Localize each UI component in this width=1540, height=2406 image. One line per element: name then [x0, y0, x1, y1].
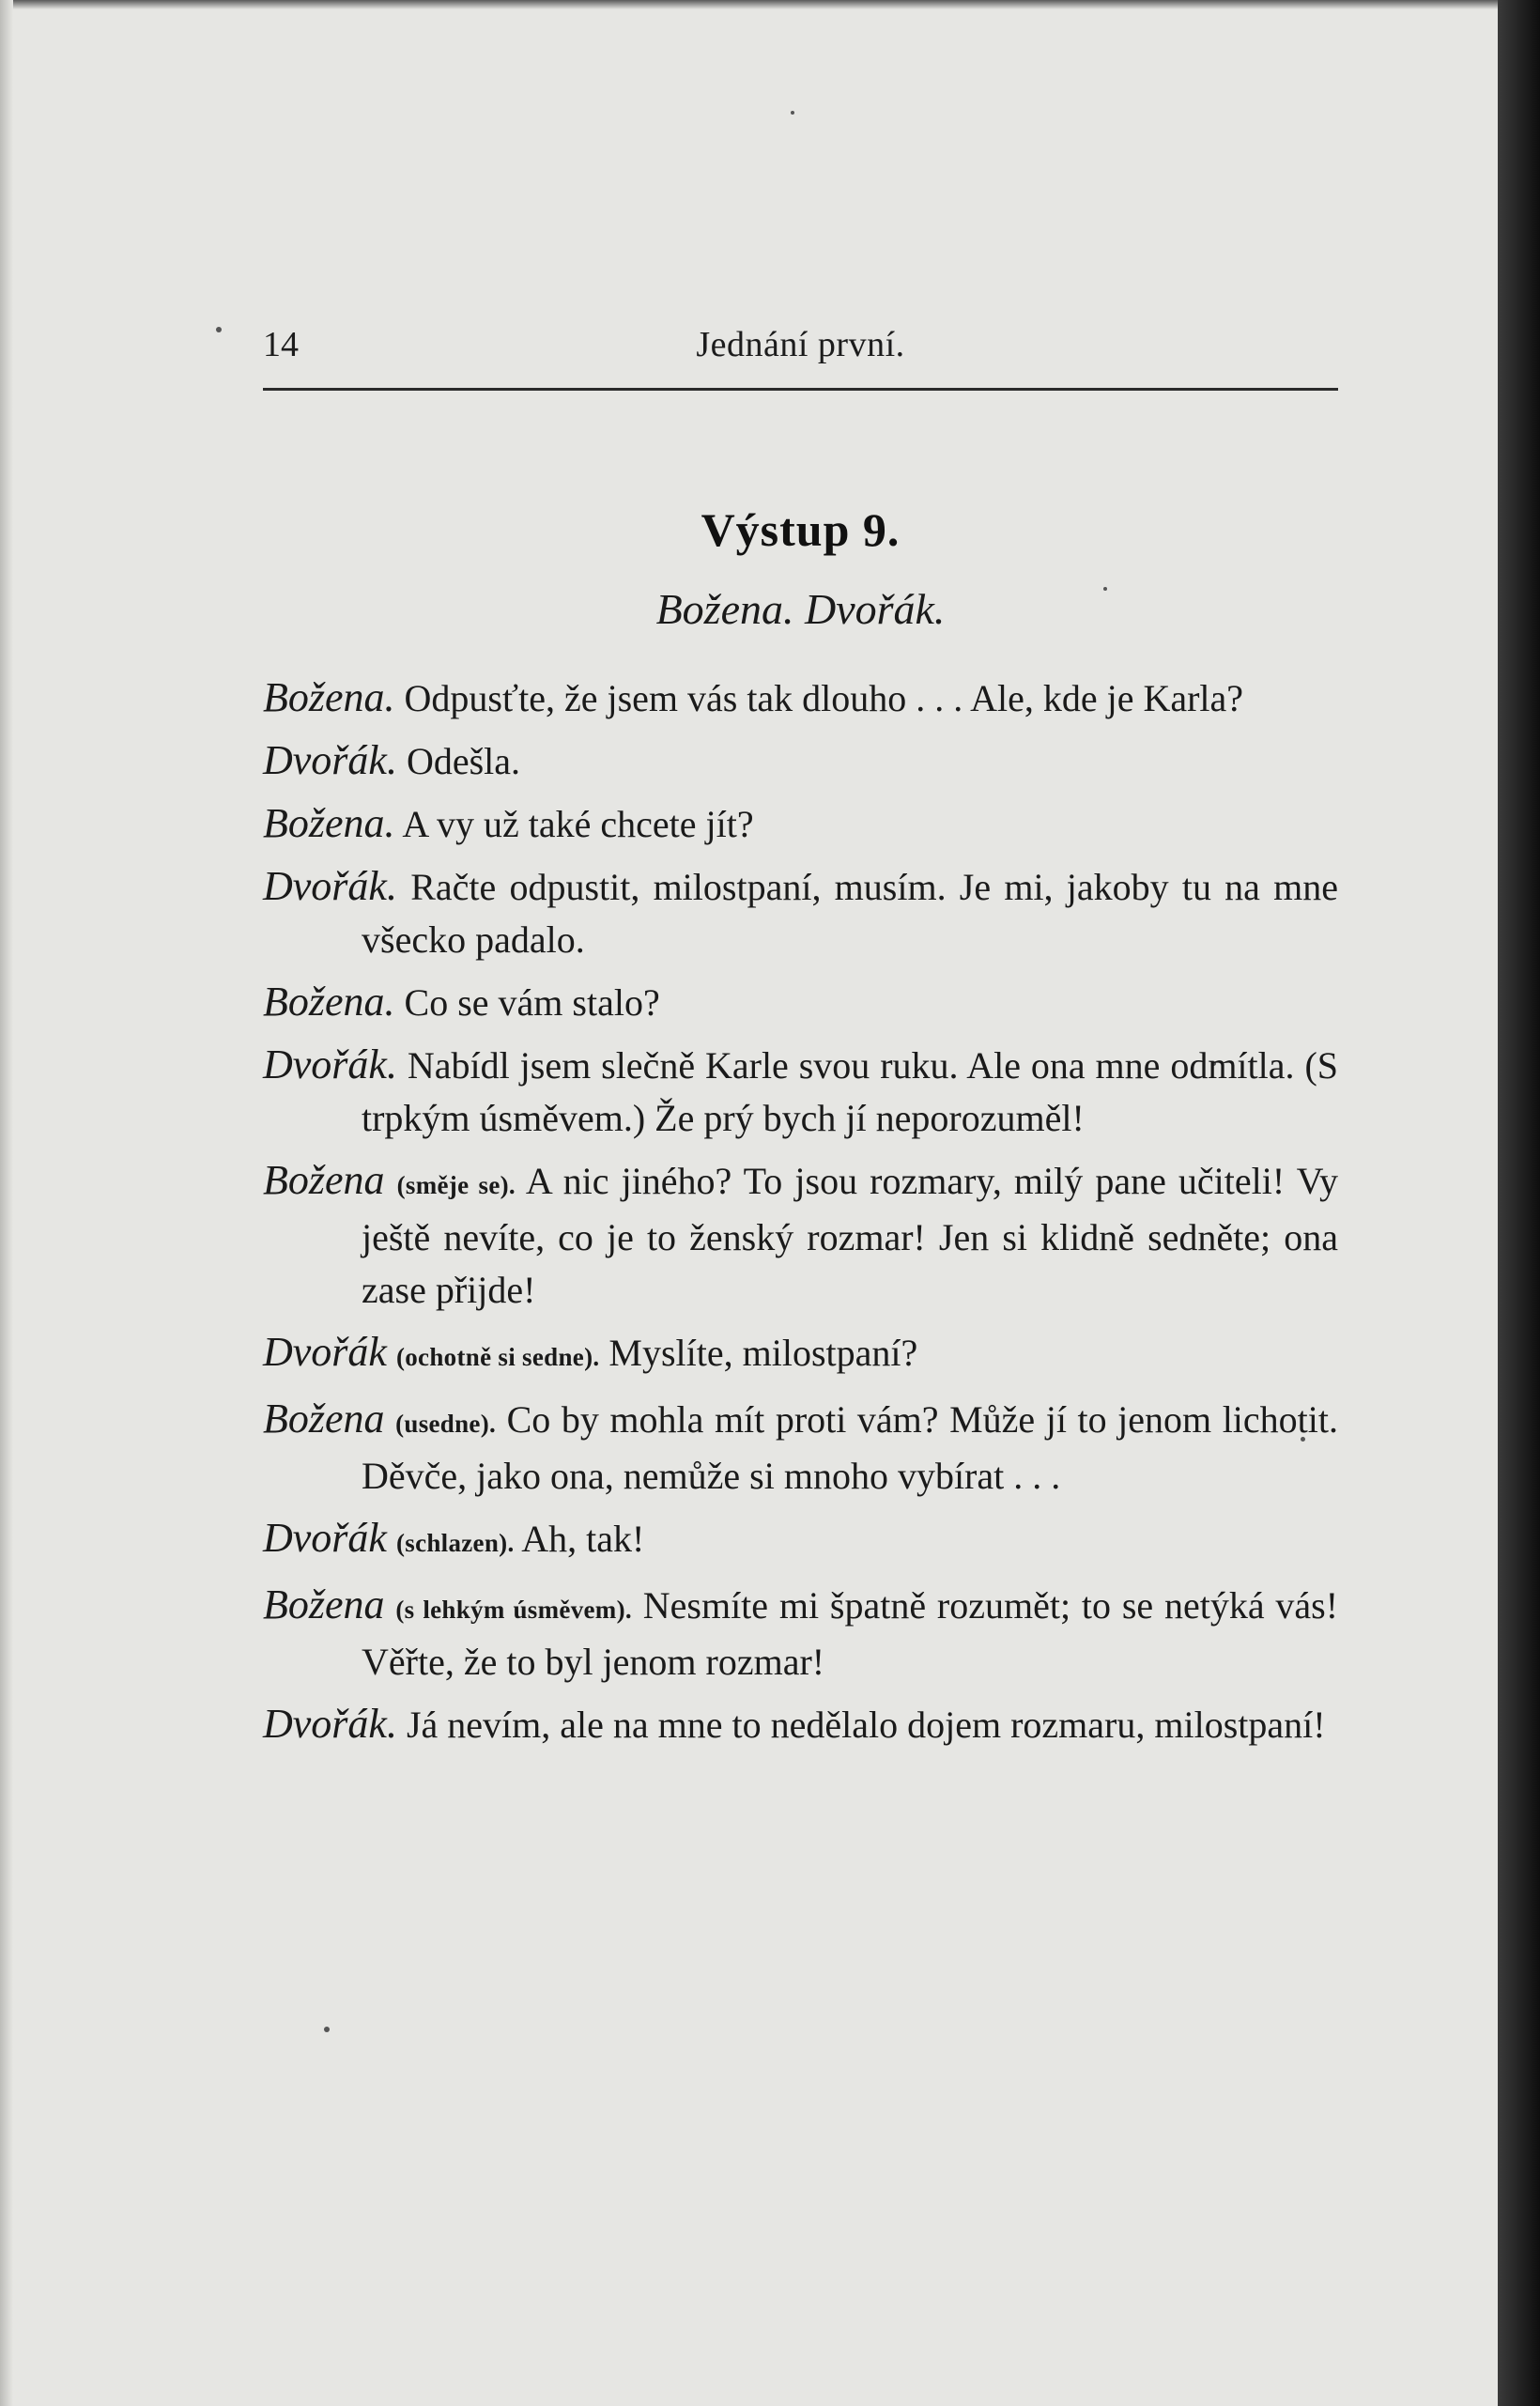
- scan-speck: [216, 327, 222, 332]
- scan-speck: [791, 111, 794, 115]
- dialogue-text: Odešla.: [406, 740, 521, 782]
- dialogue-entry: [263, 1039, 1338, 1145]
- stage-direction: (směje se).: [396, 1171, 516, 1199]
- dialogue-entry: [263, 1326, 1338, 1383]
- scene-title: Výstup 9.: [701, 503, 901, 556]
- stage-direction: (schlazen).: [395, 1529, 515, 1557]
- speaker-name: Dvořák.: [263, 1701, 397, 1747]
- speaker-name: Božena: [263, 1396, 385, 1442]
- dialogue-text: Co se vám stalo?: [404, 981, 660, 1024]
- dialogue-entry: [263, 976, 1338, 1029]
- dialogue-entry: [263, 860, 1338, 966]
- speaker-name: Dvořák.: [263, 737, 397, 783]
- dialogue-text: Myslíte, milostpaní?: [608, 1332, 918, 1374]
- dialogue-text: Račte odpustit, milostpaní, musím. Je mi, jakoby tu na mne všecko padalo.: [362, 866, 1339, 961]
- dialogue-text: Odpusťte, že jsem vás tak dlouho . . . Ale, kde je Karla?: [404, 677, 1244, 719]
- book-spine-edge: [1498, 0, 1540, 2406]
- page-left-shadow: [0, 0, 13, 2406]
- dialogue-entry: [263, 734, 1338, 788]
- dialogue-text: A vy už také chcete jít?: [402, 803, 754, 845]
- page-top-shadow: [0, 0, 1498, 9]
- running-head: Jednání první.: [696, 325, 905, 364]
- header-rule: [263, 388, 1338, 391]
- scene-characters: Božena. Dvořák.: [655, 585, 946, 633]
- speaker-name: Dvořák.: [263, 863, 397, 909]
- stage-direction: (ochotně si sedne).: [395, 1343, 600, 1371]
- page-header: [263, 324, 1338, 380]
- speaker-name: Božena: [263, 1581, 385, 1627]
- dialogue-text: Nabídl jsem slečně Karle svou ruku. Ale ona mne odmítla. (S trpkým úsměvem.) Že prý bych jí neporozuměl!: [362, 1044, 1339, 1139]
- page-number: 14: [263, 325, 299, 364]
- dialogue-text: Co by mohla mít proti vám? Může jí to jenom lichotit. Děvče, jako ona, nemůže si mnoho vybírat . . .: [362, 1398, 1339, 1497]
- dialogue-entry: [263, 1579, 1338, 1689]
- speaker-name: Dvořák.: [263, 1041, 397, 1087]
- speaker-name: Božena.: [263, 979, 395, 1025]
- dialogue-entry: [263, 1154, 1338, 1317]
- speaker-name: Dvořák: [263, 1329, 387, 1375]
- dialogue-text: Nesmíte mi špatně rozumět; to se netýká vás! Věřte, že to byl jenom rozmar!: [362, 1584, 1339, 1683]
- dialogue-text: Ah, tak!: [521, 1518, 645, 1560]
- dialogue-entry: [263, 797, 1338, 851]
- dialogue-text: A nic jiného? To jsou rozmary, milý pane učiteli! Vy ještě nevíte, co je to ženský rozmar! Jen si klidně sedněte; ona zase přijde!: [362, 1160, 1339, 1311]
- stage-direction: (usedne).: [395, 1410, 497, 1438]
- speaker-name: Dvořák: [263, 1515, 387, 1561]
- scan-speck: [324, 2027, 330, 2032]
- speaker-name: Božena: [263, 1157, 385, 1203]
- dialogue-entry: [263, 1512, 1338, 1569]
- dialogue-text: Já nevím, ale na mne to nedělalo dojem rozmaru, milostpaní!: [406, 1704, 1326, 1746]
- dialogue-entry: [263, 1393, 1338, 1503]
- speaker-name: Božena.: [263, 674, 395, 720]
- dialogue: [263, 671, 1338, 1761]
- stage-direction: (s lehkým úsměvem).: [395, 1596, 632, 1624]
- dialogue-entry: [263, 1698, 1338, 1751]
- dialogue-entry: [263, 671, 1338, 725]
- speaker-name: Božena.: [263, 800, 395, 846]
